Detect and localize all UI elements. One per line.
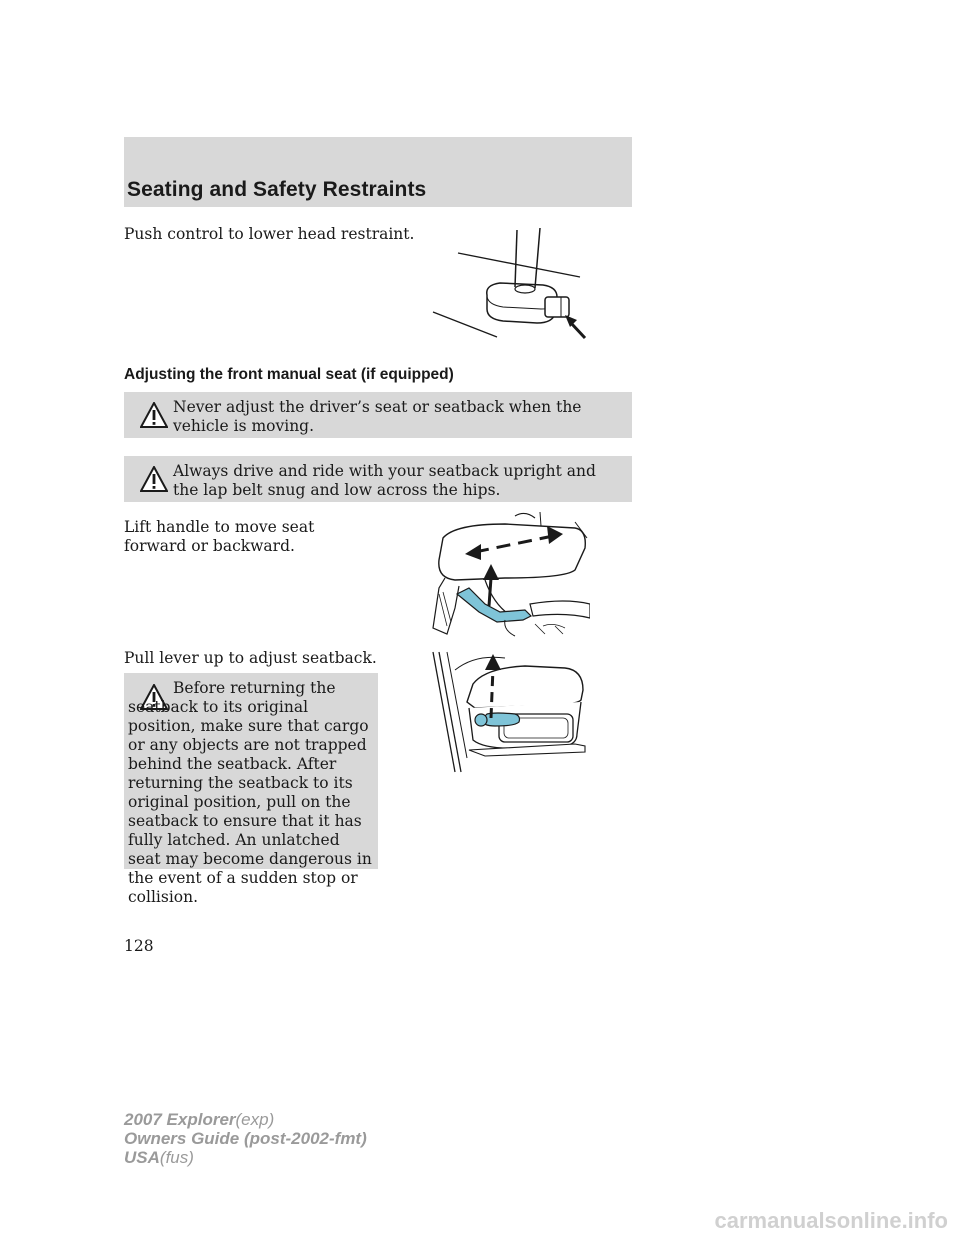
warning-icon [140,402,168,428]
page-number: 128 [124,937,154,955]
watermark: carmanualsonline.info [714,1208,948,1233]
warning-text: Always drive and ride with your seatback upright and the lap belt snug and low across the hips. [173,462,596,499]
section-heading: Adjusting the front manual seat (if equipped) [124,366,454,383]
page-title: Seating and Safety Restraints [127,178,427,201]
warning-text: Before returning the seatback to its original position, make sure that cargo or any objects are not trapped behind the seatback. After returning the seatback to its original position, pull on the seatback to ensure that it has fully latched. An unlatched seat may become dangerous in the event of a sudden stop or collision. [128,679,372,906]
lift-handle-instruction: Lift handle to move seat forward or backward. [124,518,315,555]
seat-track-illustration [425,508,590,638]
footer-market-code: (fus) [159,1148,194,1167]
footer-guide: Owners Guide (post-2002-fmt) [124,1129,367,1148]
footer-model: 2007 Explorer [124,1110,236,1129]
head-restraint-illustration [425,225,595,345]
warning-text: Never adjust the driver’s seat or seatback when the vehicle is moving. [173,398,582,435]
footer-market: USA [124,1148,160,1167]
head-restraint-instruction: Push control to lower head restraint. [124,225,415,243]
seatback-lever-illustration [425,650,590,775]
warning-icon [140,466,168,492]
document-footer [124,1110,367,1167]
footer-model-code: (exp) [235,1110,275,1129]
pull-lever-instruction: Pull lever up to adjust seatback. [124,649,377,667]
